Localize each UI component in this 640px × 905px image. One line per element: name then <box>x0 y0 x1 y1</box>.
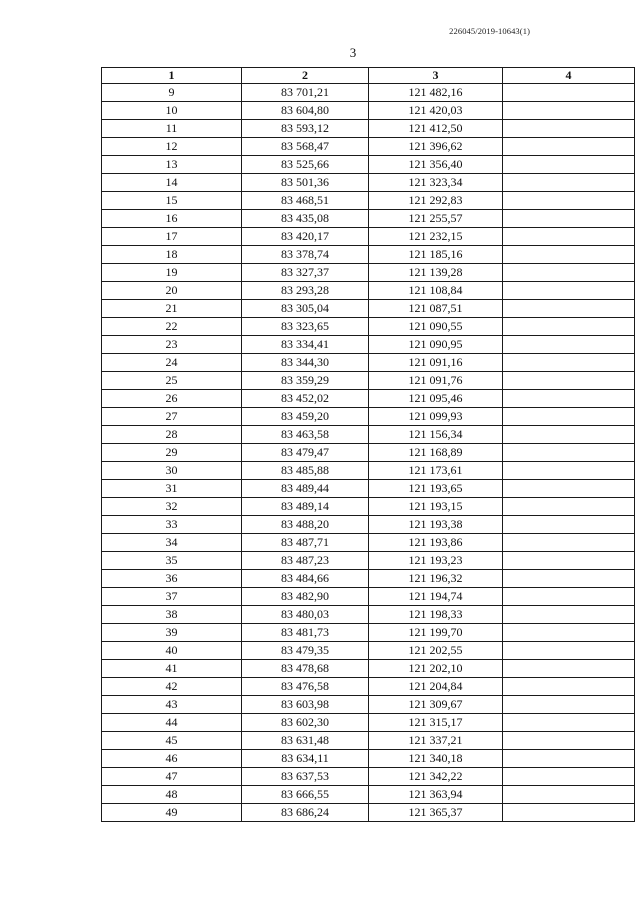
table-row <box>102 732 635 750</box>
point-number-cell: 42 <box>102 678 242 696</box>
point-number-cell: 26 <box>102 390 242 408</box>
note-cell <box>503 768 635 786</box>
table-row <box>102 642 635 660</box>
y-coordinate-cell: 121 202,10 <box>369 660 503 678</box>
x-coordinate-cell: 83 631,48 <box>242 732 369 750</box>
table-row <box>102 714 635 732</box>
y-coordinate-cell: 121 292,83 <box>369 192 503 210</box>
table-row <box>102 696 635 714</box>
x-coordinate-cell: 83 489,14 <box>242 498 369 516</box>
note-cell <box>503 174 635 192</box>
table-row <box>102 138 635 156</box>
table-body <box>102 84 635 822</box>
point-number-cell: 23 <box>102 336 242 354</box>
x-coordinate-cell: 83 481,73 <box>242 624 369 642</box>
table-header-row <box>102 68 635 84</box>
x-coordinate-cell: 83 487,71 <box>242 534 369 552</box>
table-row <box>102 678 635 696</box>
x-coordinate-cell: 83 686,24 <box>242 804 369 822</box>
note-cell <box>503 210 635 228</box>
table-row <box>102 408 635 426</box>
table-row <box>102 390 635 408</box>
y-coordinate-cell: 121 193,15 <box>369 498 503 516</box>
table-row <box>102 804 635 822</box>
x-coordinate-cell: 83 485,88 <box>242 462 369 480</box>
note-cell <box>503 480 635 498</box>
point-number-cell: 10 <box>102 102 242 120</box>
point-number-cell: 27 <box>102 408 242 426</box>
table-row <box>102 264 635 282</box>
note-cell <box>503 696 635 714</box>
note-cell <box>503 570 635 588</box>
point-number-cell: 12 <box>102 138 242 156</box>
note-cell <box>503 318 635 336</box>
y-coordinate-cell: 121 193,23 <box>369 552 503 570</box>
point-number-cell: 19 <box>102 264 242 282</box>
note-cell <box>503 660 635 678</box>
table-row <box>102 282 635 300</box>
point-number-cell: 28 <box>102 426 242 444</box>
note-cell <box>503 390 635 408</box>
y-coordinate-cell: 121 340,18 <box>369 750 503 768</box>
point-number-cell: 38 <box>102 606 242 624</box>
y-coordinate-cell: 121 139,28 <box>369 264 503 282</box>
note-cell <box>503 552 635 570</box>
x-coordinate-cell: 83 602,30 <box>242 714 369 732</box>
note-cell <box>503 426 635 444</box>
x-coordinate-cell: 83 666,55 <box>242 786 369 804</box>
y-coordinate-cell: 121 193,65 <box>369 480 503 498</box>
point-number-cell: 16 <box>102 210 242 228</box>
x-coordinate-cell: 83 479,35 <box>242 642 369 660</box>
column-header: 2 <box>242 68 369 84</box>
document-reference: 226045/2019-10643(1) <box>449 26 530 36</box>
x-coordinate-cell: 83 603,98 <box>242 696 369 714</box>
note-cell <box>503 534 635 552</box>
table-row <box>102 120 635 138</box>
point-number-cell: 33 <box>102 516 242 534</box>
y-coordinate-cell: 121 108,84 <box>369 282 503 300</box>
x-coordinate-cell: 83 359,29 <box>242 372 369 390</box>
table-row <box>102 426 635 444</box>
table-row <box>102 624 635 642</box>
note-cell <box>503 84 635 102</box>
point-number-cell: 22 <box>102 318 242 336</box>
y-coordinate-cell: 121 156,34 <box>369 426 503 444</box>
point-number-cell: 15 <box>102 192 242 210</box>
point-number-cell: 36 <box>102 570 242 588</box>
point-number-cell: 20 <box>102 282 242 300</box>
x-coordinate-cell: 83 701,21 <box>242 84 369 102</box>
table-row <box>102 606 635 624</box>
point-number-cell: 25 <box>102 372 242 390</box>
note-cell <box>503 750 635 768</box>
x-coordinate-cell: 83 480,03 <box>242 606 369 624</box>
note-cell <box>503 498 635 516</box>
note-cell <box>503 732 635 750</box>
point-number-cell: 11 <box>102 120 242 138</box>
point-number-cell: 17 <box>102 228 242 246</box>
table-row <box>102 174 635 192</box>
point-number-cell: 43 <box>102 696 242 714</box>
page-number: 3 <box>349 45 357 60</box>
note-cell <box>503 516 635 534</box>
coordinates-table <box>101 67 635 822</box>
y-coordinate-cell: 121 309,67 <box>369 696 503 714</box>
column-header: 3 <box>369 68 503 84</box>
y-coordinate-cell: 121 363,94 <box>369 786 503 804</box>
y-coordinate-cell: 121 315,17 <box>369 714 503 732</box>
table-row <box>102 300 635 318</box>
point-number-cell: 40 <box>102 642 242 660</box>
note-cell <box>503 642 635 660</box>
y-coordinate-cell: 121 196,32 <box>369 570 503 588</box>
column-header: 4 <box>503 68 635 84</box>
y-coordinate-cell: 121 199,70 <box>369 624 503 642</box>
note-cell <box>503 300 635 318</box>
y-coordinate-cell: 121 420,03 <box>369 102 503 120</box>
table-row <box>102 498 635 516</box>
note-cell <box>503 138 635 156</box>
x-coordinate-cell: 83 327,37 <box>242 264 369 282</box>
point-number-cell: 44 <box>102 714 242 732</box>
x-coordinate-cell: 83 293,28 <box>242 282 369 300</box>
point-number-cell: 29 <box>102 444 242 462</box>
y-coordinate-cell: 121 365,37 <box>369 804 503 822</box>
table-row <box>102 768 635 786</box>
table-row <box>102 246 635 264</box>
y-coordinate-cell: 121 412,50 <box>369 120 503 138</box>
point-number-cell: 35 <box>102 552 242 570</box>
table-row <box>102 354 635 372</box>
point-number-cell: 13 <box>102 156 242 174</box>
y-coordinate-cell: 121 099,93 <box>369 408 503 426</box>
note-cell <box>503 462 635 480</box>
note-cell <box>503 804 635 822</box>
y-coordinate-cell: 121 095,46 <box>369 390 503 408</box>
point-number-cell: 41 <box>102 660 242 678</box>
y-coordinate-cell: 121 168,89 <box>369 444 503 462</box>
y-coordinate-cell: 121 193,86 <box>369 534 503 552</box>
y-coordinate-cell: 121 396,62 <box>369 138 503 156</box>
point-number-cell: 48 <box>102 786 242 804</box>
x-coordinate-cell: 83 479,47 <box>242 444 369 462</box>
note-cell <box>503 624 635 642</box>
x-coordinate-cell: 83 634,11 <box>242 750 369 768</box>
x-coordinate-cell: 83 478,68 <box>242 660 369 678</box>
x-coordinate-cell: 83 468,51 <box>242 192 369 210</box>
y-coordinate-cell: 121 198,33 <box>369 606 503 624</box>
y-coordinate-cell: 121 356,40 <box>369 156 503 174</box>
x-coordinate-cell: 83 488,20 <box>242 516 369 534</box>
point-number-cell: 30 <box>102 462 242 480</box>
x-coordinate-cell: 83 323,65 <box>242 318 369 336</box>
table-row <box>102 192 635 210</box>
y-coordinate-cell: 121 202,55 <box>369 642 503 660</box>
table-row <box>102 228 635 246</box>
point-number-cell: 21 <box>102 300 242 318</box>
y-coordinate-cell: 121 194,74 <box>369 588 503 606</box>
x-coordinate-cell: 83 487,23 <box>242 552 369 570</box>
note-cell <box>503 282 635 300</box>
note-cell <box>503 354 635 372</box>
note-cell <box>503 156 635 174</box>
point-number-cell: 32 <box>102 498 242 516</box>
y-coordinate-cell: 121 090,95 <box>369 336 503 354</box>
x-coordinate-cell: 83 305,04 <box>242 300 369 318</box>
point-number-cell: 9 <box>102 84 242 102</box>
point-number-cell: 49 <box>102 804 242 822</box>
y-coordinate-cell: 121 232,15 <box>369 228 503 246</box>
point-number-cell: 34 <box>102 534 242 552</box>
table-row <box>102 318 635 336</box>
note-cell <box>503 246 635 264</box>
y-coordinate-cell: 121 091,16 <box>369 354 503 372</box>
table-row <box>102 534 635 552</box>
table-row <box>102 660 635 678</box>
point-number-cell: 46 <box>102 750 242 768</box>
note-cell <box>503 786 635 804</box>
x-coordinate-cell: 83 637,53 <box>242 768 369 786</box>
y-coordinate-cell: 121 204,84 <box>369 678 503 696</box>
x-coordinate-cell: 83 484,66 <box>242 570 369 588</box>
table-row <box>102 84 635 102</box>
note-cell <box>503 192 635 210</box>
x-coordinate-cell: 83 452,02 <box>242 390 369 408</box>
y-coordinate-cell: 121 193,38 <box>369 516 503 534</box>
x-coordinate-cell: 83 420,17 <box>242 228 369 246</box>
y-coordinate-cell: 121 185,16 <box>369 246 503 264</box>
x-coordinate-cell: 83 435,08 <box>242 210 369 228</box>
x-coordinate-cell: 83 568,47 <box>242 138 369 156</box>
x-coordinate-cell: 83 476,58 <box>242 678 369 696</box>
point-number-cell: 45 <box>102 732 242 750</box>
table-row <box>102 750 635 768</box>
x-coordinate-cell: 83 463,58 <box>242 426 369 444</box>
table-row <box>102 570 635 588</box>
table-row <box>102 552 635 570</box>
x-coordinate-cell: 83 593,12 <box>242 120 369 138</box>
table-row <box>102 786 635 804</box>
point-number-cell: 47 <box>102 768 242 786</box>
note-cell <box>503 444 635 462</box>
x-coordinate-cell: 83 459,20 <box>242 408 369 426</box>
note-cell <box>503 228 635 246</box>
point-number-cell: 14 <box>102 174 242 192</box>
note-cell <box>503 678 635 696</box>
y-coordinate-cell: 121 482,16 <box>369 84 503 102</box>
note-cell <box>503 102 635 120</box>
x-coordinate-cell: 83 482,90 <box>242 588 369 606</box>
table-row <box>102 372 635 390</box>
x-coordinate-cell: 83 344,30 <box>242 354 369 372</box>
y-coordinate-cell: 121 087,51 <box>369 300 503 318</box>
note-cell <box>503 606 635 624</box>
table-row <box>102 516 635 534</box>
table-row <box>102 156 635 174</box>
point-number-cell: 24 <box>102 354 242 372</box>
y-coordinate-cell: 121 342,22 <box>369 768 503 786</box>
x-coordinate-cell: 83 378,74 <box>242 246 369 264</box>
table-row <box>102 102 635 120</box>
point-number-cell: 18 <box>102 246 242 264</box>
column-header: 1 <box>102 68 242 84</box>
note-cell <box>503 372 635 390</box>
table-row <box>102 336 635 354</box>
point-number-cell: 31 <box>102 480 242 498</box>
y-coordinate-cell: 121 173,61 <box>369 462 503 480</box>
x-coordinate-cell: 83 525,66 <box>242 156 369 174</box>
y-coordinate-cell: 121 323,34 <box>369 174 503 192</box>
table-row <box>102 210 635 228</box>
note-cell <box>503 714 635 732</box>
x-coordinate-cell: 83 489,44 <box>242 480 369 498</box>
y-coordinate-cell: 121 255,57 <box>369 210 503 228</box>
table-row <box>102 588 635 606</box>
table-row <box>102 462 635 480</box>
table-row <box>102 444 635 462</box>
note-cell <box>503 408 635 426</box>
note-cell <box>503 588 635 606</box>
note-cell <box>503 336 635 354</box>
table-row <box>102 480 635 498</box>
y-coordinate-cell: 121 091,76 <box>369 372 503 390</box>
x-coordinate-cell: 83 604,80 <box>242 102 369 120</box>
point-number-cell: 37 <box>102 588 242 606</box>
note-cell <box>503 264 635 282</box>
y-coordinate-cell: 121 337,21 <box>369 732 503 750</box>
x-coordinate-cell: 83 501,36 <box>242 174 369 192</box>
x-coordinate-cell: 83 334,41 <box>242 336 369 354</box>
point-number-cell: 39 <box>102 624 242 642</box>
note-cell <box>503 120 635 138</box>
y-coordinate-cell: 121 090,55 <box>369 318 503 336</box>
